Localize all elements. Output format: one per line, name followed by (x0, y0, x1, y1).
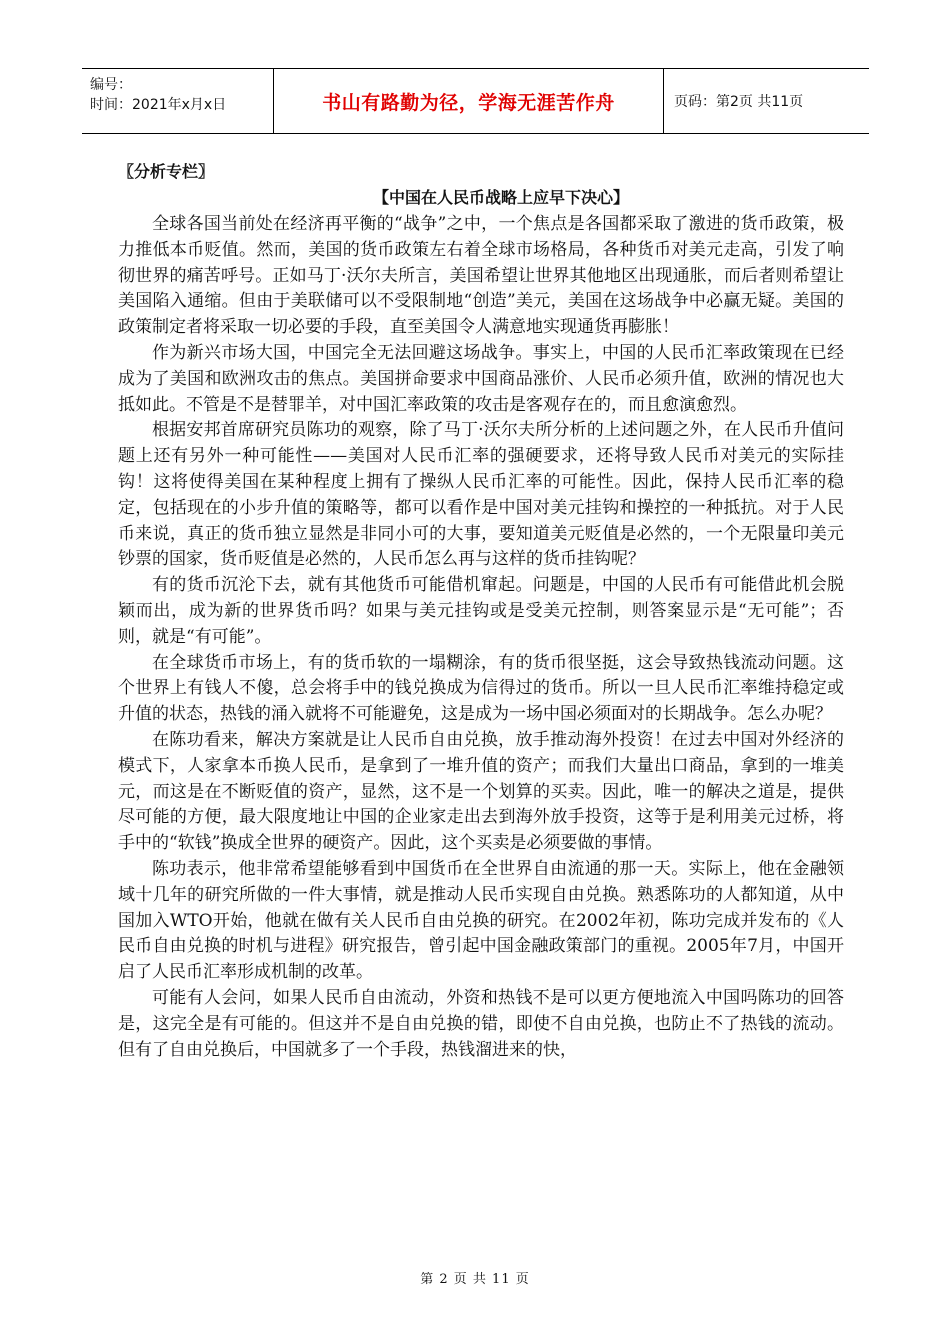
article-paragraph: 可能有人会问，如果人民币自由流动，外资和热钱不是可以更方便地流入中国吗陈功的回答是，这完全是有可能的。但这并不是自由兑换的错，即使不自由兑换，也防止不了热钱的流动。但有了自由兑换后，中国就多了一个手段，热钱溜进来的快， (118, 987, 844, 1060)
header-meta (82, 69, 274, 133)
article-paragraph: 有的货币沉沦下去，就有其他货币可能借机窜起。问题是，中国的人民币有可能借此机会脱颖而出，成为新的世界货币吗？如果与美元挂钩或是受美元控制，则答案显示是“无可能”；否则，就是“有可能”。 (118, 575, 844, 647)
header-page-info: 页码：第2页 共11页 (674, 94, 804, 110)
section-label: 〖分析专栏〗 (118, 162, 215, 181)
article-title: 【中国在人民币战略上应早下决心】 (372, 188, 629, 207)
document-time-label: 时间：2021年x月x日 (90, 97, 227, 113)
document-number-label: 编号： (90, 77, 132, 93)
article-paragraph: 在陈功看来，解决方案就是让人民币自由兑换，放手推动海外投资！在过去中国对外经济的模式下，人家拿本币换人民币，是拿到了一堆升值的资产；而我们大量出口商品，拿到的一堆美元，而这是在不断贬值的资产，显然，这不是一个划算的买卖。因此，唯一的解决之道是，提供尽可能的方便，最大限度地让中国的企业家走出去到海外放手投资，这等于是利用美元过桥，将手中的“软钱”换成全世界的硬资产。因此，这个买卖是必须要做的事情。 (118, 729, 844, 854)
header-motto: 书山有路勤为径，学海无涯苦作舟 (274, 69, 664, 133)
page-footer: 第 2 页 共 11 页 (420, 1272, 530, 1287)
article-paragraph: 全球各国当前处在经济再平衡的“战争”之中，一个焦点是各国都采取了激进的货币政策，极力推低本币贬值。然而，美国的货币政策左右着全球市场格局，各种货币对美元走高，引发了响彻世界的痛苦呼号。正如马丁·沃尔夫所言，美国希望让世界其他地区出现通胀，而后者则希望让美国陷入通缩。但由于美联储可以不受限制地“创造”美元，美国在这场战争中必赢无疑。美国的政策制定者将采取一切必要的手段，直至美国令人满意地实现通货再膨胀！ (118, 214, 844, 338)
article-paragraph: 在全球货币市场上，有的货币软的一塌糊涂，有的货币很坚挺，这会导致热钱流动问题。这个世界上有钱人不傻，总会将手中的钱兑换成为信得过的货币。所以一旦人民币汇率维持稳定或升值的状态，热钱的涌入就将不可能避免，这是成为一场中国必须面对的长期战争。怎么办呢？ (118, 652, 844, 725)
article-paragraph: 作为新兴市场大国，中国完全无法回避这场战争。事实上，中国的人民币汇率政策现在已经成为了美国和欧洲攻击的焦点。美国拼命要求中国商品涨价、人民币必须升值，欧洲的情况也大抵如此。不管是不是替罪羊，对中国汇率政策的攻击是客观存在的，而且愈演愈烈。 (118, 342, 844, 415)
article-paragraph: 根据安邦首席研究员陈功的观察，除了马丁·沃尔夫所分析的上述问题之外，在人民币升值问题上还有另外一种可能性——美国对人民币汇率的强硬要求，还将导致人民币对美元的实际挂钩！这将使得美国在某种程度上拥有了操纵人民币汇率的可能性。因此，保持人民币汇率的稳定，包括现在的小步升值的策略等，都可以看作是中国对美元挂钩和操控的一种抵抗。对于人民币来说，真正的货币独立显然是非同小可的大事，要知道美元贬值是必然的，一个无限量印美元钞票的国家，货币贬值是必然的，人民币怎么再与这样的货币挂钩呢？ (118, 420, 844, 570)
article-paragraph: 陈功表示，他非常希望能够看到中国货币在全世界自由流通的那一天。实际上，他在金融领域十几年的研究所做的一件大事情，就是推动人民币实现自由兑换。熟悉陈功的人都知道，从中国加入WTO开始，他就在做有关人民币自由兑换的研究。在2002年初，陈功完成并发布的《人民币自由兑换的时机与进程》研究报告，曾引起中国金融政策部门的重视。2005年7月，中国开启了人民币汇率形成机制的改革。 (118, 858, 844, 983)
page-header (82, 68, 869, 134)
article-body (118, 160, 844, 1063)
